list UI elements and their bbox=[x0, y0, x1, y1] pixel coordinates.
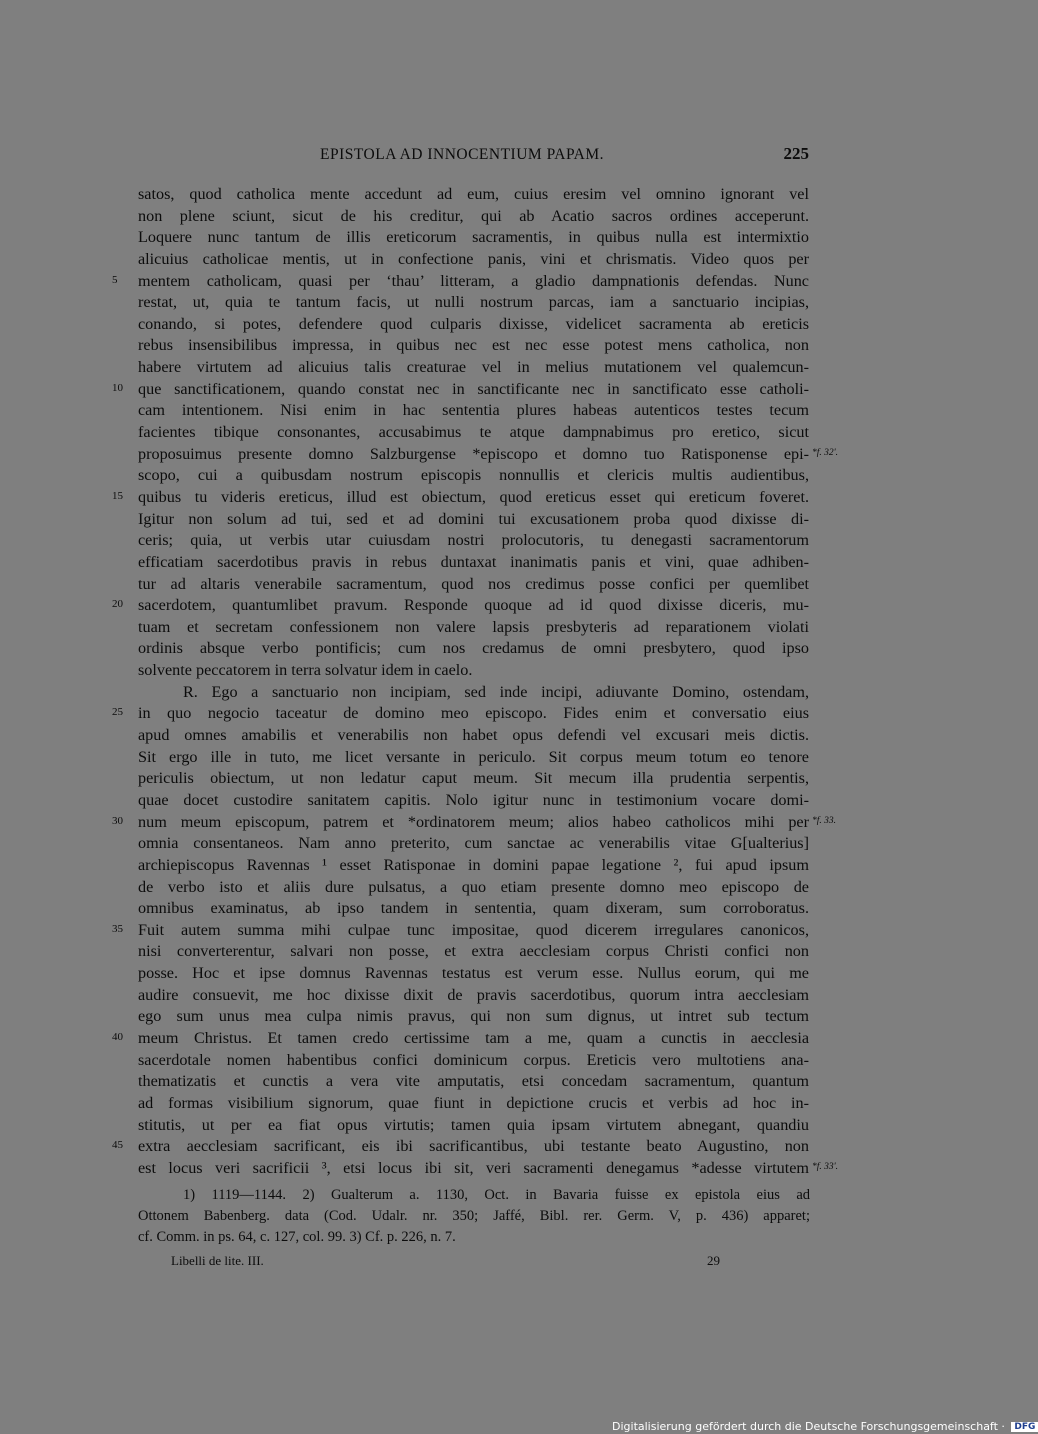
dfg-banner bbox=[612, 1420, 1038, 1433]
text-line bbox=[0, 790, 1000, 812]
text-line bbox=[0, 768, 1000, 790]
text-line bbox=[0, 487, 1000, 509]
line-text: audire consuevit, me hoc dixisse dixit de pravis sacerdotibus, quorum intra aecclesiam bbox=[138, 985, 809, 1004]
text-line bbox=[0, 509, 1000, 531]
line-text: que sanctificationem, quando constat nec in sanctificante nec in sanctificato esse catholi- bbox=[138, 379, 809, 398]
text-line bbox=[0, 249, 1000, 271]
text-line bbox=[0, 271, 1000, 293]
line-text: Igitur non solum ad tui, sed et ad domini tui excusationem proba quod dixisse di- bbox=[138, 509, 809, 528]
line-number: 35 bbox=[112, 922, 123, 935]
text-line bbox=[0, 855, 1000, 877]
text-line bbox=[0, 184, 1000, 206]
footnotes bbox=[138, 1185, 810, 1248]
text-line bbox=[0, 422, 1000, 444]
line-text: scopo, cui a quibusdam nostrum episcopis nonnullis et clericis multis audientibus, bbox=[138, 466, 809, 485]
line-text: apud omnes amabilis et venerabilis non habet opus defendi vel excusari meis dictis. bbox=[138, 726, 809, 745]
line-text: Sit ergo ille in tuto, me licet versante in periculo. Sit corpus meum totum eo tenore bbox=[138, 747, 809, 766]
text-line bbox=[0, 1006, 1000, 1028]
line-text: nisi converterentur, salvari non posse, et extra aecclesiam corpus Christi confici non bbox=[138, 942, 809, 961]
text-line bbox=[0, 747, 1000, 769]
footnote-line: cf. Comm. in ps. 64, c. 127, col. 99. 3) Cf. p. 226, n. 7. bbox=[138, 1229, 456, 1245]
text-line bbox=[0, 530, 1000, 552]
text-line bbox=[0, 725, 1000, 747]
text-line bbox=[0, 444, 1000, 466]
text-line bbox=[0, 552, 1000, 574]
line-text: alicuius catholicae mentis, ut in confectione panis, vini et chrismatis. Video quos per bbox=[138, 249, 809, 268]
line-number: 5 bbox=[112, 273, 118, 286]
footnote-line: Ottonem Babenberg. data (Cod. Udalr. nr. 350; Jaffé, Bibl. rer. Germ. V, p. 436) apparet; bbox=[138, 1208, 810, 1224]
text-line bbox=[0, 379, 1000, 401]
line-text: sacerdotale nomen habentibus confici dominicum corpus. Ereticis vero multotiens ana- bbox=[138, 1050, 809, 1069]
line-number: 25 bbox=[112, 706, 123, 719]
line-number: 10 bbox=[112, 381, 123, 394]
line-text: Loquere nunc tantum de illis ereticorum sacramentis, in quibus nulla est intermixtio bbox=[138, 228, 809, 247]
signature-number: 29 bbox=[707, 1253, 720, 1268]
line-text: facientes tibique consonantes, accusabimus te atque dampnabimus pro eretico, sicut bbox=[138, 423, 809, 442]
line-text: archiepiscopus Ravennas ¹ esset Ratisponae in domini papae legatione ², fui apud ipsum bbox=[138, 855, 809, 874]
line-text: omnia consentaneos. Nam anno preterito, cum sanctae ac venerabilis vitae G[ualterius] bbox=[138, 834, 809, 853]
text-line bbox=[0, 682, 1000, 704]
text-line bbox=[0, 1136, 1000, 1158]
text-line bbox=[0, 292, 1000, 314]
text-line bbox=[0, 465, 1000, 487]
line-text: extra aecclesiam sacrificant, eis ibi sacrificantibus, ubi testante beato Augustino, non bbox=[138, 1137, 809, 1156]
line-text: periculis obiectum, ut non ledatur caput meum. Sit mecum illa prudentia serpentis, bbox=[138, 769, 809, 788]
text-line bbox=[0, 206, 1000, 228]
line-text: posse. Hoc et ipse domnus Ravennas testatus est verum esse. Nullus eorum, qui me bbox=[138, 964, 809, 983]
text-line bbox=[0, 400, 1000, 422]
folio-marker: *f. 33. bbox=[812, 815, 837, 826]
line-text: de verbo isto et aliis dure pulsatus, a quo etiam presente domno meo episcopo de bbox=[138, 877, 809, 896]
page-number: 225 bbox=[783, 144, 809, 163]
line-text: habere virtutem ad alicuius talis creaturae vel in melius mutationem vel qualemcun- bbox=[138, 358, 809, 377]
line-text: num meum episcopum, patrem et *ordinatorem meum; alios habeo catholicos mihi per bbox=[138, 812, 809, 831]
text-line bbox=[0, 1158, 1000, 1180]
text-line bbox=[0, 898, 1000, 920]
text-line bbox=[0, 920, 1000, 942]
text-line bbox=[0, 638, 1000, 660]
line-text: rebus insensibilibus impressa, in quibus nec est nec esse potest mens catholica, non bbox=[138, 336, 809, 355]
line-text: est locus veri sacrificii ³, etsi locus ibi sit, veri sacramenti denegamus *adesse virtutem bbox=[138, 1158, 809, 1177]
folio-marker: *f. 33'. bbox=[812, 1161, 839, 1172]
text-line bbox=[0, 227, 1000, 249]
text-line bbox=[0, 335, 1000, 357]
line-number: 45 bbox=[112, 1139, 123, 1152]
line-text: ego sum unus mea culpa nimis pravus, qui non sum dignus, ut intret sub tectum bbox=[138, 1007, 809, 1026]
line-text: mentem catholicam, quasi per ‘thau’ litteram, a gladio dampnationis defendas. Nunc bbox=[138, 271, 809, 290]
running-title: EPISTOLA AD INNOCENTIUM PAPAM. bbox=[320, 146, 605, 163]
line-text: quibus tu videris ereticus, illud est obiectum, quod ereticus esset qui ereticum foveret. bbox=[138, 487, 809, 506]
line-text: tur ad altaris venerabile sacramentum, quod nos credimus posse confici per quemlibet bbox=[138, 574, 809, 593]
line-number: 30 bbox=[112, 814, 123, 827]
text-line bbox=[0, 660, 1000, 682]
signature-label: Libelli de lite. III. bbox=[171, 1253, 264, 1268]
line-text: ordinis absque verbo pontificis; cum nos credamus de omni presbytero, quod ipso bbox=[138, 639, 809, 658]
line-text: solvente peccatorem in terra solvatur idem in caelo. bbox=[138, 661, 473, 680]
line-text: non plene sciunt, sicut de his creditur, qui ab Acatio sacros ordines acceperunt. bbox=[138, 206, 809, 225]
folio-marker: *f. 32'. bbox=[812, 447, 839, 458]
text-line bbox=[0, 833, 1000, 855]
line-text: R. Ego a sanctuario non incipiam, sed inde incipi, adiuvante Domino, ostendam, bbox=[183, 682, 809, 701]
line-text: sacerdotem, quantumlibet pravum. Responde quoque ad id quod dixisse diceris, mu- bbox=[138, 596, 809, 615]
page-header bbox=[0, 146, 1000, 168]
line-text: conando, si potes, defendere quod culparis dixisse, videlicet sacramenta ab ereticis bbox=[138, 314, 809, 333]
line-number: 40 bbox=[112, 1030, 123, 1043]
line-text: quae docet custodire sanitatem capitis. Nolo igitur nunc in testimonium vocare domi- bbox=[138, 790, 809, 809]
text-line bbox=[0, 1050, 1000, 1072]
line-text: ceris; quia, ut verbis utar cuiusdam nostri prolocutoris, tu denegasti sacramentorum bbox=[138, 531, 809, 550]
line-text: Fuit autem summa mihi culpae tunc impositae, quod dicerem irregulares canonicos, bbox=[138, 920, 809, 939]
text-line bbox=[0, 812, 1000, 834]
line-text: omnibus examinatus, ab ipso tandem in sententia, quam dixeram, sum corroboratus. bbox=[138, 899, 809, 918]
text-line bbox=[0, 595, 1000, 617]
line-text: restat, ut, quia te tantum facis, ut nulli nostrum parcas, iam a sanctuario incipias, bbox=[138, 293, 809, 312]
line-number: 20 bbox=[112, 598, 123, 611]
dfg-banner-text: Digitalisierung gefördert durch die Deutsche Forschungsgemeinschaft · bbox=[612, 1420, 1005, 1433]
text-line bbox=[0, 985, 1000, 1007]
text-line bbox=[0, 1071, 1000, 1093]
line-text: ad formas visibilium signorum, quae fiunt in depictione crucis et verbis ad hoc in- bbox=[138, 1093, 809, 1112]
text-line bbox=[0, 1093, 1000, 1115]
text-line bbox=[0, 1028, 1000, 1050]
line-text: satos, quod catholica mente accedunt ad eum, cuius eresim vel omnino ignorant vel bbox=[138, 185, 809, 203]
line-text: cam intentionem. Nisi enim in hac sententia plures habeas autenticos testes tecum bbox=[138, 401, 809, 420]
line-text: proposuimus presente domno Salzburgense *episcopo et domno tuo Ratisponense epi- bbox=[138, 444, 809, 463]
line-number: 15 bbox=[112, 489, 123, 502]
main-text bbox=[0, 184, 1000, 1179]
text-line bbox=[0, 574, 1000, 596]
text-line bbox=[0, 1115, 1000, 1137]
dfg-logo: DFG bbox=[1011, 1422, 1038, 1432]
text-line bbox=[0, 941, 1000, 963]
footnote-line: 1) 1119—1144. 2) Gualterum a. 1130, Oct. in Bavaria fuisse ex epistola eius ad bbox=[183, 1187, 810, 1203]
line-text: meum Christus. Et tamen credo certissime tam a me, quam a cunctis in aecclesia bbox=[138, 1028, 809, 1047]
line-text: in quo negocio taceatur de domino meo episcopo. Fides enim et conversatio eius bbox=[138, 704, 809, 723]
text-line bbox=[0, 703, 1000, 725]
line-text: efficatiam sacerdotibus pravis in rebus duntaxat inanimatis panis et vini, quae adhiben- bbox=[138, 552, 809, 571]
text-line bbox=[0, 617, 1000, 639]
text-line bbox=[0, 963, 1000, 985]
line-text: tuam et secretam confessionem non valere lapsis presbyteris ad reparationem violati bbox=[138, 617, 809, 636]
line-text: thematizatis et cunctis a vera vite amputatis, etsi concedam sacramentum, quantum bbox=[138, 1072, 809, 1091]
text-line bbox=[0, 357, 1000, 379]
text-line bbox=[0, 314, 1000, 336]
line-text: stitutis, ut per ea fiat opus virtutis; tamen quia ipsam virtutem abnegant, quandiu bbox=[138, 1115, 809, 1134]
text-line bbox=[0, 877, 1000, 899]
